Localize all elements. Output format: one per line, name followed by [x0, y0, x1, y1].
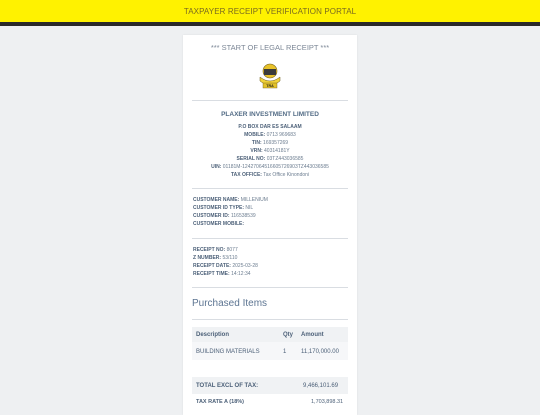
z-number-line: Z NUMBER: 53/110 — [193, 255, 238, 261]
portal-title: TAXPAYER RECEIPT VERIFICATION PORTAL — [183, 6, 357, 16]
logo-text: TRA — [266, 84, 274, 88]
tax-rate-label: TAX RATE A (18%) — [196, 399, 244, 405]
item-qty: 1 — [283, 349, 287, 355]
company-name: PLAXER INVESTMENT LIMITED — [221, 111, 319, 118]
tin-line: TIN: 169357269 — [251, 140, 289, 146]
divider — [192, 238, 348, 239]
uin-line: UIN: 01181M-12427064516605726903TZ443036585 — [211, 164, 329, 170]
column-description: Description — [196, 332, 230, 338]
customer-name-line: CUSTOMER NAME: MILLENIUM — [193, 197, 268, 203]
total-excl-label: TOTAL EXCL OF TAX: — [196, 383, 259, 389]
purchased-items-title: Purchased Items — [192, 298, 268, 309]
total-excl-value: 9,466,101.69 — [303, 383, 339, 389]
customer-id-line: CUSTOMER ID: 116538539 — [193, 213, 256, 219]
item-description: BUILDING MATERIALS — [196, 349, 260, 355]
customer-id-type-line: CUSTOMER ID TYPE: NIL — [193, 205, 254, 211]
divider — [192, 188, 348, 189]
divider — [192, 287, 348, 288]
tax-office-line: TAX OFFICE: Tax Office Kinondoni — [230, 172, 310, 178]
mobile-line: MOBILE: 0713 969683 — [244, 132, 296, 138]
serial-line: SERIAL NO: 03TZ443036585 — [236, 156, 304, 162]
tra-logo-icon — [256, 61, 284, 91]
column-qty: Qty — [283, 332, 294, 338]
receipt-start-text: *** START OF LEGAL RECEIPT *** — [210, 43, 330, 52]
receipt-date-line: RECEIPT DATE: 2025-03-28 — [193, 263, 258, 269]
receipt-card — [183, 35, 357, 415]
company-address: P.O BOX DAR ES SALAAM — [238, 124, 302, 130]
divider — [192, 100, 348, 101]
item-amount: 11,170,000.00 — [301, 349, 339, 355]
column-amount: Amount — [301, 332, 324, 338]
customer-mobile-line: CUSTOMER MOBILE: — [193, 221, 245, 227]
receipt-time-line: RECEIPT TIME: 14:12:34 — [193, 271, 251, 277]
divider — [192, 319, 348, 320]
portal-header — [0, 0, 540, 26]
tax-rate-value: 1,703,898.31 — [311, 399, 344, 405]
receipt-no-line: RECEIPT NO: 8077 — [193, 247, 238, 253]
vrn-line: VRN: 40314181Y — [250, 148, 290, 154]
